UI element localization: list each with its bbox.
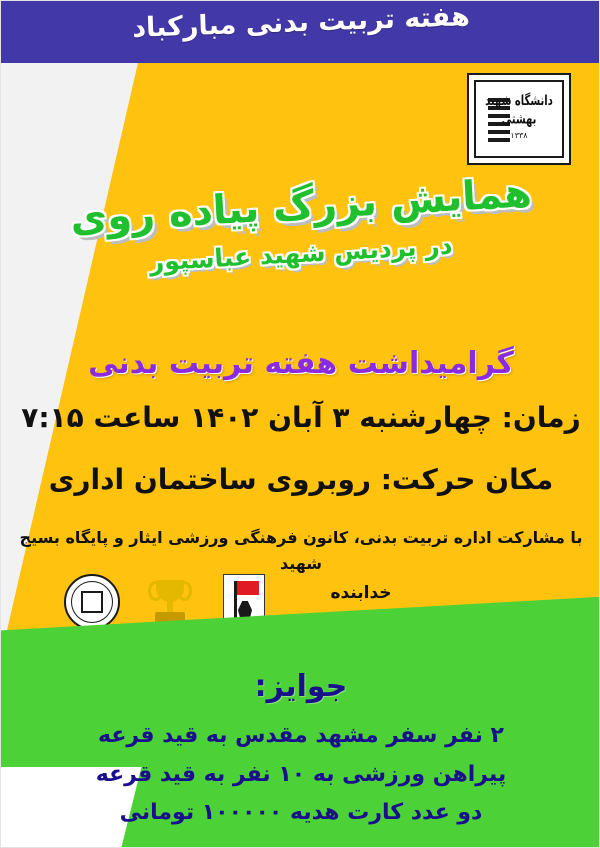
partners-text — [1, 525, 600, 576]
university-logo-year: ۱۳۳۸ — [510, 130, 528, 140]
headline-secondary: در پردیس شهید عباسپور — [148, 230, 454, 277]
partners-line-1: با مشارکت اداره تربیت بدنی، کانون فرهنگی ورزشی ایثار و پایگاه بسیج شهید — [19, 528, 583, 573]
prize-title: جوایز: — [254, 669, 348, 704]
event-time: زمان: چهارشنبه ۳ آبان ۱۴۰۲ ساعت ۷:۱۵ — [21, 401, 581, 434]
seal-icon — [64, 574, 120, 630]
list-item: پیراهن ورزشی به ۱۰ نفر به قید قرعه — [95, 761, 507, 787]
event-place: مکان حرکت: روبروی ساختمان اداری — [48, 463, 554, 496]
headline-primary: همایش بزرگ پیاده روی — [69, 170, 533, 242]
seal-logo — [63, 573, 121, 631]
university-logo — [467, 73, 571, 165]
university-logo-name: دانشگاه شهید بهشتی — [485, 93, 553, 127]
list-item: دو عدد کارت هدیه ۱۰۰۰۰۰ تومانی — [119, 800, 483, 825]
list-item: ۲ نفر سفر مشهد مقدس به قید قرعه — [98, 723, 504, 748]
top-banner-text: هفته تربیت بدنی مبارکباد — [131, 1, 471, 44]
partners-line-2: خدابنده — [330, 583, 392, 603]
university-logo-inner — [474, 80, 564, 158]
honor-line: گرامیداشت هفته تربیت بدنی — [88, 346, 514, 381]
prize-list — [1, 717, 600, 833]
